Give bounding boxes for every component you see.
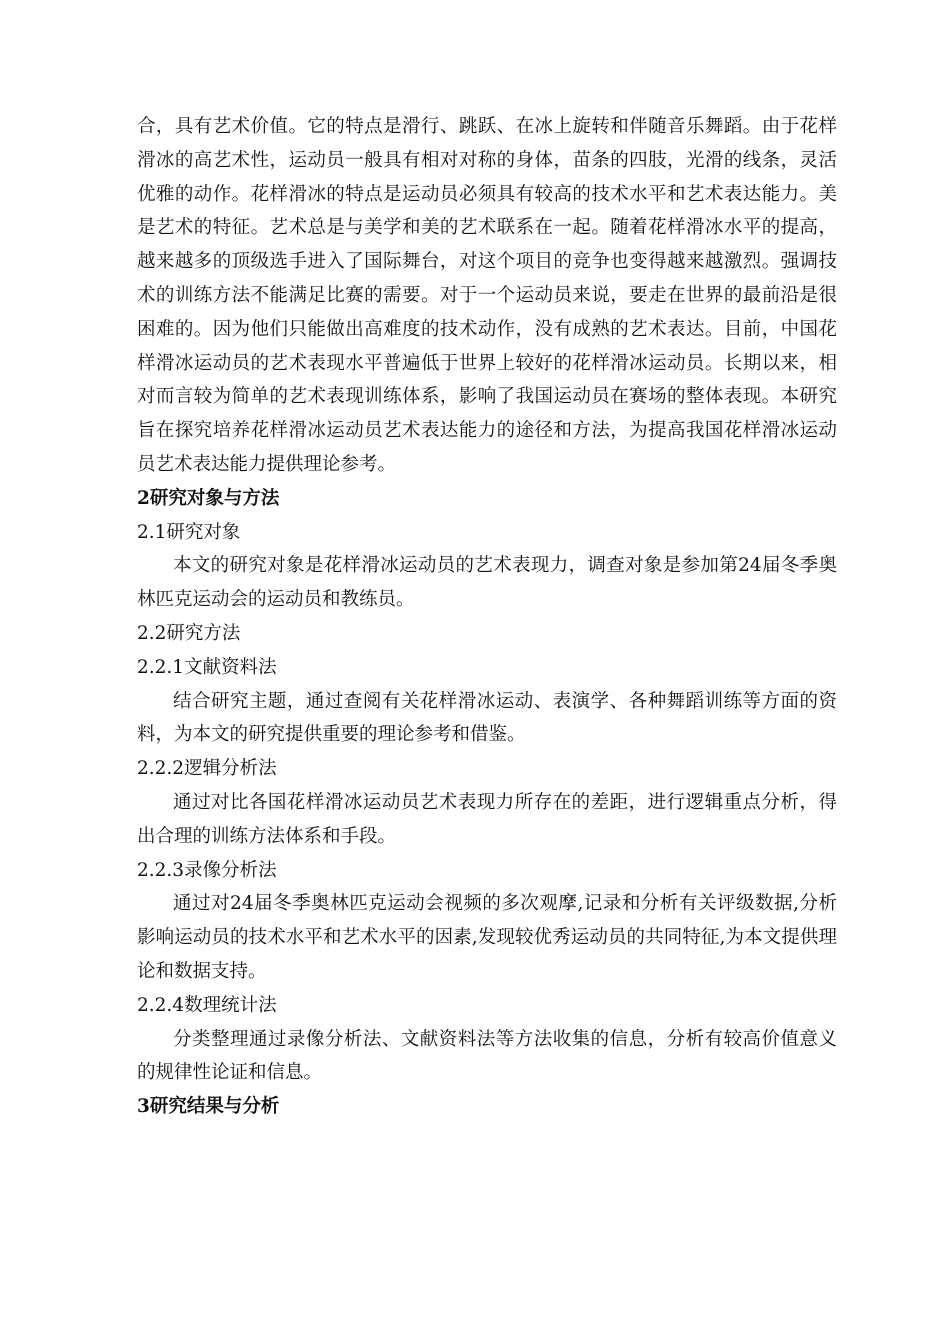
section-2-2-2-heading: 2.2.2逻辑分析法 [137,758,277,780]
section-2-heading: 2研究对象与方法 [137,487,280,509]
section-2-1-heading: 2.1研究对象 [137,521,241,543]
section-2-2-1-paragraph: 结合研究主题，通过查阅有关花样滑冰运动、表演学、各种舞蹈训练等方面的资料，为本文的研究提供重要的理论参考和借鉴。 [137,690,837,746]
document-body [137,110,837,1124]
intro-paragraph: 合，具有艺术价值。它的特点是滑行、跳跃、在冰上旋转和伴随音乐舞蹈。由于花样滑冰的高艺术性，运动员一般具有相对对称的身体，苗条的四肢，光滑的线条，灵活优雅的动作。花样滑冰的特点是运动员必须具有较高的技术水平和艺术表达能力。美是艺术的特征。艺术总是与美学和美的艺术联系在一起。随着花样滑冰水平的提高，越来越多的顶级选手进入了国际舞台，对这个项目的竞争也变得越来越激烈。强调技术的训练方法不能满足比赛的需要。对于一个运动员来说，要走在世界的最前沿是很困难的。因为他们只能做出高难度的技术动作，没有成熟的艺术表达。目前，中国花样滑冰运动员的艺术表现水平普遍低于世界上较好的花样滑冰运动员。长期以来，相对而言较为简单的艺术表现训练体系，影响了我国运动员在赛场的整体表现。本研究旨在探究培养花样滑冰运动员艺术表达能力的途径和方法，为提高我国花样滑冰运动员艺术表达能力提供理论参考。 [137,116,837,475]
section-3-heading: 3研究结果与分析 [137,1096,280,1118]
section-2-2-4-heading: 2.2.4数理统计法 [137,994,277,1016]
section-2-2-3-heading: 2.2.3录像分析法 [137,859,277,881]
section-2-2-4-paragraph: 分类整理通过录像分析法、文献资料法等方法收集的信息，分析有较高价值意义的规律性论证和信息。 [137,1028,837,1084]
section-2-1-paragraph: 本文的研究对象是花样滑冰运动员的艺术表现力，调查对象是参加第24届冬季奥林匹克运动会的运动员和教练员。 [137,555,837,611]
section-2-2-1-heading: 2.2.1文献资料法 [137,656,277,678]
section-2-2-3-paragraph: 通过对24届冬季奥林匹克运动会视频的多次观摩,记录和分析有关评级数据,分析影响运动员的技术水平和艺术水平的因素,发现较优秀运动员的共同特征,为本文提供理论和数据支持。 [137,893,837,982]
section-2-2-2-paragraph: 通过对比各国花样滑冰运动员艺术表现力所存在的差距，进行逻辑重点分析，得出合理的训练方法体系和手段。 [137,791,837,847]
section-2-2-heading: 2.2研究方法 [137,622,241,644]
